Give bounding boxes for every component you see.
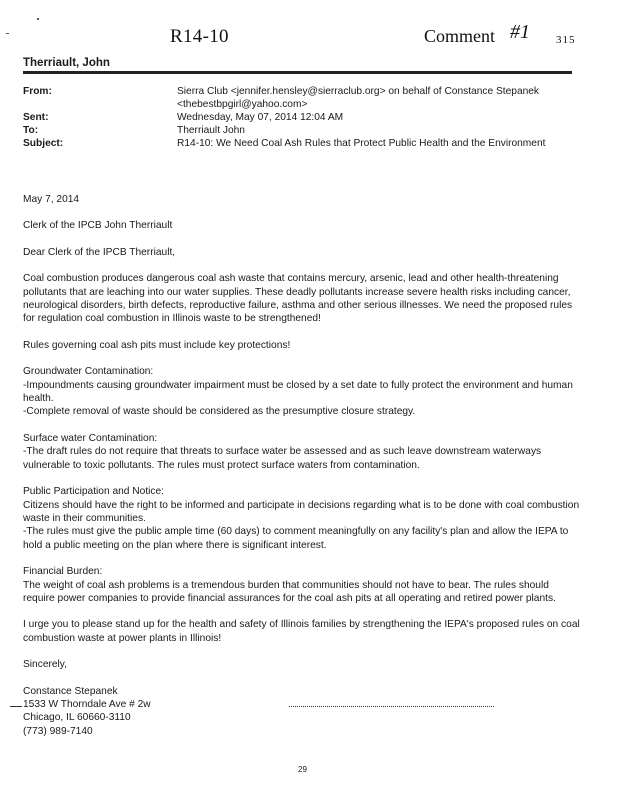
surface-water-item-1: -The draft rules do not require that threats to surface water be assessed and as such leave downstream waterways vulnerable to toxic pollutants. The rules must protect surface waters from contamination. (23, 446, 542, 471)
public-participation-heading: Public Participation and Notice: (23, 486, 165, 498)
protections-paragraph: Rules governing coal ash pits must include key protections! (23, 339, 291, 351)
public-participation-item-1: Citizens should have the right to be informed and participate in decisions regarding what is to be done with coal combustion waste in their communities. (23, 499, 580, 524)
letter-addressee: Clerk of the IPCB John Therriault (23, 220, 173, 232)
surface-water-heading: Surface water Contamination: (23, 432, 158, 444)
to-value: Therriault John (177, 125, 245, 136)
sender-name: Therriault, John (23, 57, 110, 69)
letter-body (23, 193, 583, 738)
subject-value: R14-10: We Need Coal Ash Rules that Protect Public Health and the Environment (177, 138, 546, 149)
sent-value: Wednesday, May 07, 2014 12:04 AM (177, 112, 344, 123)
to-label: To: (23, 125, 39, 136)
signature-line (289, 706, 494, 707)
scan-speck (6, 33, 9, 34)
public-participation-item-2: -The rules must give the public ample time (60 days) to comment meaningfully on any facility's plan and allow the IEPA to hold a public meeting on the plan where there is significant interest. (23, 526, 569, 551)
from-value-line1: Sierra Club <jennifer.hensley@sierraclub.org> on behalf of Constance Stepanek (177, 86, 540, 97)
from-value-line2: <thebestbpgirl@yahoo.com> (177, 99, 308, 111)
signature-city: Chicago, IL 60660-3110 (23, 712, 131, 724)
signature-block (23, 685, 583, 739)
groundwater-heading: Groundwater Contamination: (23, 366, 154, 378)
from-value (177, 85, 577, 112)
intro-paragraph: Coal combustion produces dangerous coal ash waste that contains mercury, arsenic, lead and other health-threatening pollutants that are leaching into our water supplies. These deadly pollutants increase severe health risks including cancer, neurological disorders, birth defects, reproductive failure, asthma and other serious illnesses. We need the proposed rules for regulation coal combustion in Illinois waste to be strengthened! (23, 273, 573, 325)
page-number: 29 (298, 765, 307, 774)
comment-label: Comment (424, 26, 495, 46)
groundwater-item-1: -Impoundments causing groundwater impairment must be closed by a set date to fully protect the environment and human health. (23, 379, 573, 405)
financial-burden-heading: Financial Burden: (23, 566, 103, 578)
financial-burden-item-1: The weight of coal ash problems is a tremendous burden that communities should not have to bear. The rules should require power companies to provide financial assurances for the coal ash pits at all operating and retired power plants. (23, 579, 556, 604)
comment-number: #1 (510, 21, 530, 43)
signature-phone: (773) 989-7140 (23, 725, 93, 737)
groundwater-item-2: -Complete removal of waste should be considered as the presumptive closure strategy. (23, 406, 416, 418)
closing-plea: I urge you to please stand up for the health and safety of Illinois families by strengthening the IEPA's proposed rules on coal combustion waste at power plants in Illinois! (23, 619, 580, 644)
subject-label: Subject: (23, 138, 64, 149)
page-code: 315 (556, 34, 576, 46)
signature-name: Constance Stepanek (23, 685, 118, 697)
from-label: From: (23, 86, 52, 97)
scan-speck (37, 18, 39, 20)
letter-salutation: Dear Clerk of the IPCB Therriault, (23, 246, 176, 258)
signature-street: 1533 W Thorndale Ave # 2w (23, 698, 151, 710)
signoff: Sincerely, (23, 659, 67, 671)
sent-label: Sent: (23, 112, 49, 123)
margin-tick (10, 706, 22, 707)
header-rule (23, 71, 572, 74)
docket-number: R14-10 (170, 26, 229, 47)
letter-date: May 7, 2014 (23, 194, 80, 205)
